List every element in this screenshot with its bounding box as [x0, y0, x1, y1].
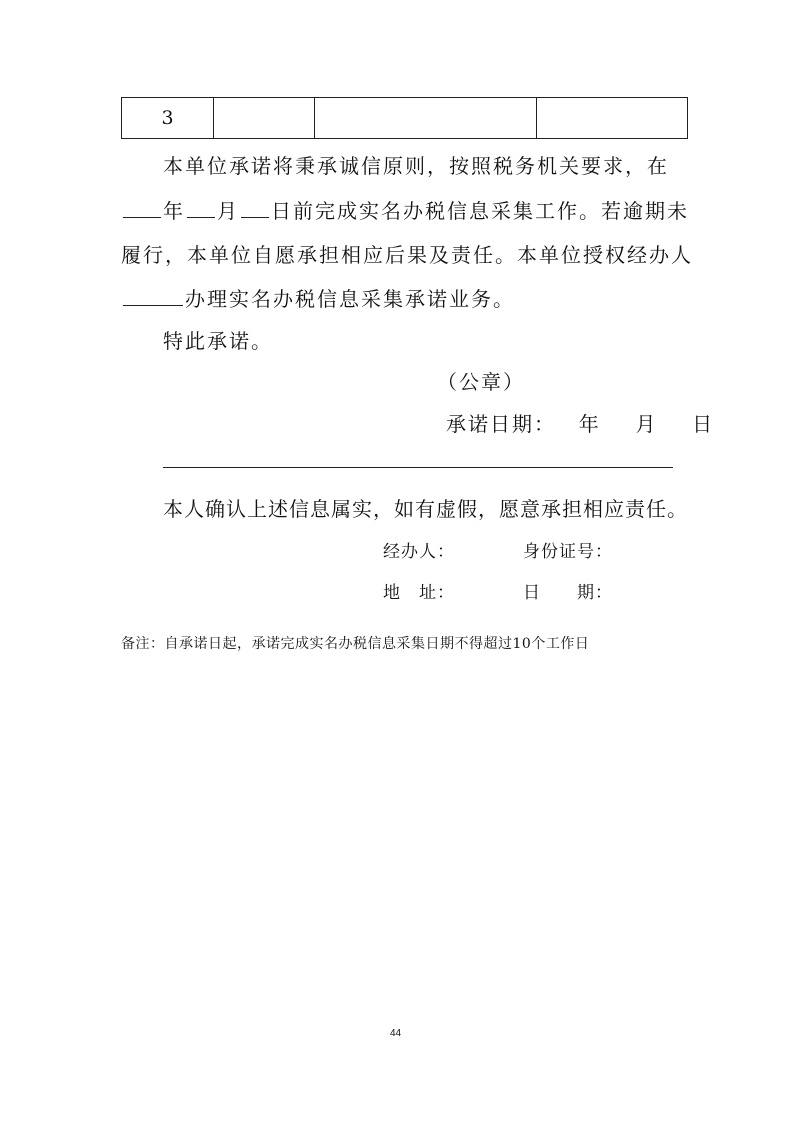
commit-date-day: 日: [692, 412, 715, 436]
commitment-line-4: [121, 283, 515, 312]
day-blank: [241, 199, 269, 218]
commitment-line-1: 本单位承诺将秉承诚信原则，按照税务机关要求，在: [163, 154, 669, 178]
month-suffix: 月: [217, 199, 239, 223]
commit-date-month: 月: [635, 412, 658, 436]
month-blank: [187, 199, 215, 218]
address-label: 地 址：: [383, 583, 455, 603]
info-table-row: [121, 97, 688, 139]
signature-date-label: 日 期：: [523, 583, 613, 603]
line-4-rest: 办理实名办税信息采集承诺业务。: [185, 287, 515, 311]
confirmation-statement: 本人确认上述信息属实，如有虚假，愿意承担相应责任。: [163, 497, 688, 521]
table-cell: [537, 98, 687, 138]
line-2-rest: 日前完成实名办税信息采集工作。若逾期未: [271, 199, 689, 223]
closing-text: 特此承诺。: [163, 329, 273, 353]
footnote: 备注：自承诺日起，承诺完成实名办税信息采集日期不得超过10个工作日: [121, 636, 590, 652]
handler-label: 经办人：: [383, 542, 455, 562]
commit-date-year: 年: [578, 412, 601, 436]
table-cell: [214, 98, 315, 138]
commitment-line-2: [121, 195, 689, 224]
year-suffix: 年: [163, 199, 185, 223]
year-blank: [123, 199, 161, 218]
commit-date-row: [446, 408, 714, 437]
page-number: 44: [390, 1028, 402, 1039]
commitment-line-3: 履行，本单位自愿承担相应后果及责任。本单位授权经办人: [121, 243, 693, 267]
row-number-cell: 3: [122, 98, 214, 138]
section-divider: [163, 467, 673, 468]
commit-date-label: 承诺日期：: [446, 412, 556, 436]
seal-label: （公章）: [437, 370, 525, 394]
table-cell: [315, 98, 537, 138]
id-number-label: 身份证号：: [523, 542, 613, 562]
handler-blank: [123, 287, 183, 306]
